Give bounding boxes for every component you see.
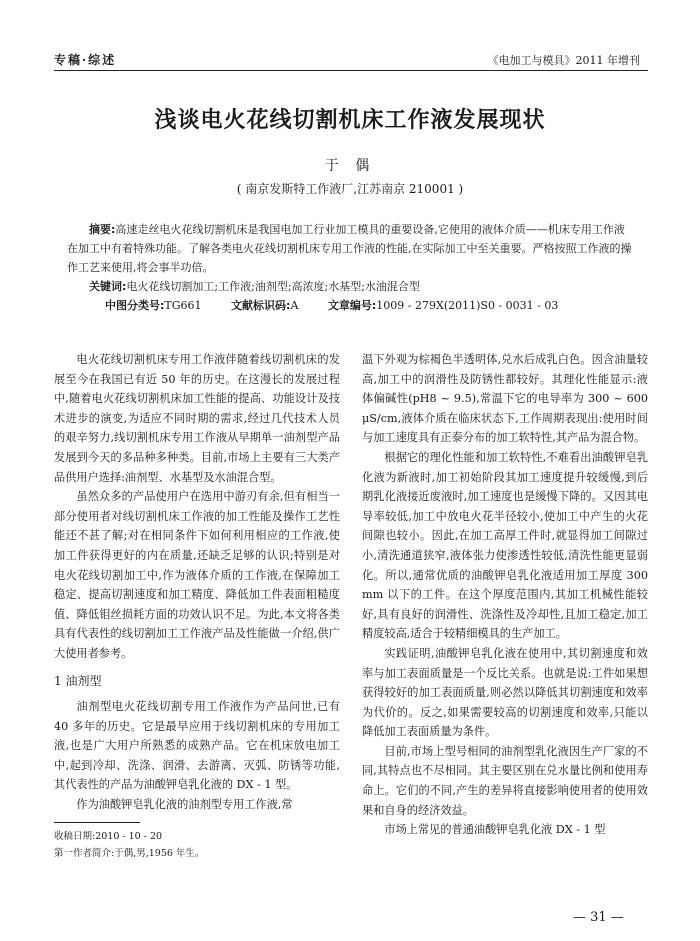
paragraph: 虽然众多的产品使用户在选用中游刃有余,但有相当一部分使用者对线切割机床工作液的加工性能及操作工艺性能还不甚了解;对在相同条件下如何利用相应的工作液,使加工件获得更好的内在质量,还缺乏足够的认识;特别是对电火花线切割加工中,作为液体介质的工作液,在保障加工稳定、提高切割速度和加工精度、降低加工件表面粗糙度值、降低钼丝损耗方面的功效认识不足。为此,本文将各类具有代表性的线切割加工工作液产品及性能做一介绍,供广大使用者参考。 <box>54 490 340 660</box>
journal-name: 《电加工与模具》2011 年增刊 <box>487 54 640 67</box>
paragraph: 温下外观为棕褐色半透明体,兑水后成乳白色。因含油量较高,加工中的润滑性及防锈性都较好。其理化性能显示:液体偏碱性(pH8 ~ 9.5),常温下它的电导率为 300 ~ 600 μS/cm,液体介质在临床状态下,工作周期表现出:使用时间与加工速度具有正泰分布的加工软特性,其产品为混合物。 <box>362 353 648 445</box>
section-heading: 1 油剂型 <box>54 673 102 688</box>
paragraph: 目前,市场上型号相同的油剂型乳化液因生产厂家的不同,其特点也不尽相同。其主要区别在兑水量比例和使用寿命上。它们的不同,产生的差异将直接影响使用者的使用效果和自身的经济效益。 <box>362 744 648 817</box>
doc-code-value: A <box>290 299 299 312</box>
keywords <box>67 277 633 296</box>
footnote-rule <box>54 822 140 823</box>
paper-title: 浅谈电火花线切割机床工作液发展现状 <box>154 108 546 133</box>
author-name: 于 偶 <box>324 158 376 174</box>
keywords-text: 电火花线切割加工;工作液;油剂型;高浓度;水基型;水油混合型 <box>126 280 420 293</box>
right-column <box>362 350 648 840</box>
page-number: — 31 — <box>573 910 624 925</box>
paragraph: 电火花线切割机床专用工作液伴随着线切割机床的发展至今在我国已有近 50 年的历史。在这漫长的发展过程中,随着电火花线切割机床加工性能的提高、功能设计及技术进步的演变,为适应不同时期的需求,经过几代技术人员的艰辛努力,线切割机床专用工作液从早期单一油剂型产品发展到今天的多品种多种类。目前,市场上主要有三大类产品供用户选择:油剂型、水基型及水油混合型。 <box>54 353 340 484</box>
paragraph: 市场上常见的普通油酸钾皂乳化液 DX - 1 型 <box>384 823 606 837</box>
affiliation: ( 南京发斯特工作液厂,江苏南京 210001 ) <box>236 182 464 196</box>
abstract-text: 高速走丝电火花线切割机床是我国电加工行业加工模具的重要设备,它使用的液体介质——机床专用工作液在加工中有着特殊功能。了解各类电火花线切割机床专用工作液的性能,在实际加工中至关重要。严格按照工作液的操作工艺来使用,将会事半功倍。 <box>67 223 632 274</box>
keywords-label: 关键词: <box>89 280 127 293</box>
clc-label: 中图分类号: <box>105 299 165 312</box>
doc-code-label: 文献标识码: <box>231 299 291 312</box>
classification-line <box>67 296 633 315</box>
left-column <box>54 350 340 815</box>
article-no-value: 1009 - 279X(2011)S0 - 0031 - 03 <box>376 299 559 312</box>
footnote-author-bio: 第一作者简介:于偶,男,1956 年生。 <box>54 848 205 859</box>
abstract-block <box>67 220 633 315</box>
paragraph: 油剂型电火花线切割专用工作液作为产品问世,已有 40 多年的历史。它是最早应用于线切割机床的专用加工液,也是广大用户所熟悉的成熟产品。它在机床放电加工中,起到冷却、洗涤、润滑、去游离、灭弧、防锈等功能,其代表性的产品为油酸钾皂乳化液的 DX - 1 型。 <box>54 700 340 792</box>
paragraph: 作为油酸钾皂乳化液的油剂型专用工作液,常 <box>76 798 293 812</box>
abstract <box>67 220 633 277</box>
section-label: 专稿·综述 <box>54 53 117 67</box>
paragraph: 实践证明,油酸钾皂乳化液在使用中,其切割速度和效率与加工表面质量是一个反比关系。也就是说:工件如果想获得较好的加工表面质量,则必然以降低其切割速度和效率为代价的。反之,如果需要较高的切割速度和效率,只能以降低加工表面质量为条件。 <box>362 646 648 739</box>
clc-value: TG661 <box>164 299 202 312</box>
article-no-label: 文章编号: <box>327 299 377 312</box>
paragraph: 根据它的理化性能和加工软特性,不难看出油酸钾皂乳化液为新液时,加工初始阶段其加工速度提升较缓慢,到后期乳化液接近废液时,加工速度也是缓慢下降的。又因其电导率较低,加工中放电火花半径较小,使加工中产生的火花间隙也较小。因此,在加工高厚工件时,就显得加工间隙过小,清洗通道狭窄,液体张力使渗透性较低,清洗性能更显弱化。所以,通常优质的油酸钾皂乳化液适用加工厚度 300 mm 以下的工件。在这个厚度范围内,其加工机械性能较好,具有良好的润滑性、洗涤性及冷却性,且加工稳定,加工精度较高,适合于较精细模具的生产加工。 <box>362 450 648 641</box>
header-rule <box>54 70 648 71</box>
footnote-received: 收稿日期:2010 - 10 - 20 <box>54 831 163 842</box>
abstract-label: 摘要: <box>89 223 116 236</box>
